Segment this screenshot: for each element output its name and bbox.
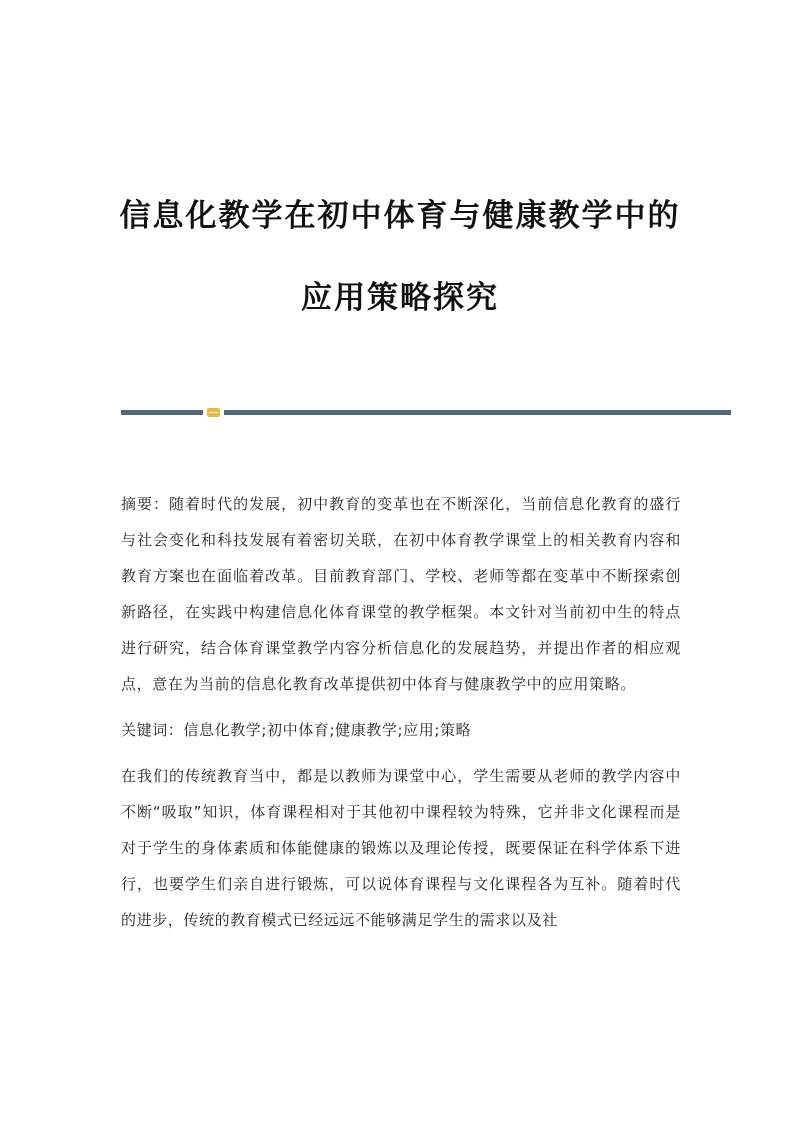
- body-paragraph: 在我们的传统教育当中，都是以教师为课堂中心，学生需要从老师的教学内容中不断“吸取”知识，体育课程相对于其他初中课程较为特殊，它并非文化课程而是对于学生的身体素质和体能健康的锻炼以及理论传授，既要保证在科学体系下进行，也要学生们亲自进行锻炼，可以说体育课程与文化课程各为互补。随着时代的进步，传统的教育模式已经远远不能够满足学生的需求以及社: [121, 767, 681, 929]
- document-body: [121, 486, 681, 938]
- divider-bar-left: [121, 410, 203, 415]
- abstract-paragraph: 摘要：随着时代的发展，初中教育的变革也在不断深化，当前信息化教育的盛行与社会变化和科技发展有着密切关联，在初中体育教学课堂上的相关教育内容和教育方案也在面临着改革。目前教育部门、学校、老师等都在变革中不断探索创新路径，在实践中构建信息化体育课堂的教学框架。本文针对当前初中生的特点进行研究，结合体育课堂教学内容分析信息化的发展趋势，并提出作者的相应观点，意在为当前的信息化教育改革提供初中体育与健康教学中的应用策略。: [121, 495, 681, 693]
- keywords-line: 关键词：信息化教学;初中体育;健康教学;应用;策略: [121, 721, 472, 739]
- divider-bar-right: [224, 410, 731, 415]
- title-divider: [121, 408, 731, 417]
- divider-badge-icon: [207, 408, 220, 417]
- document-title-line-2: 应用策略探究: [301, 280, 499, 316]
- document-title-line-1: 信息化教学在初中体育与健康教学中的: [119, 198, 681, 234]
